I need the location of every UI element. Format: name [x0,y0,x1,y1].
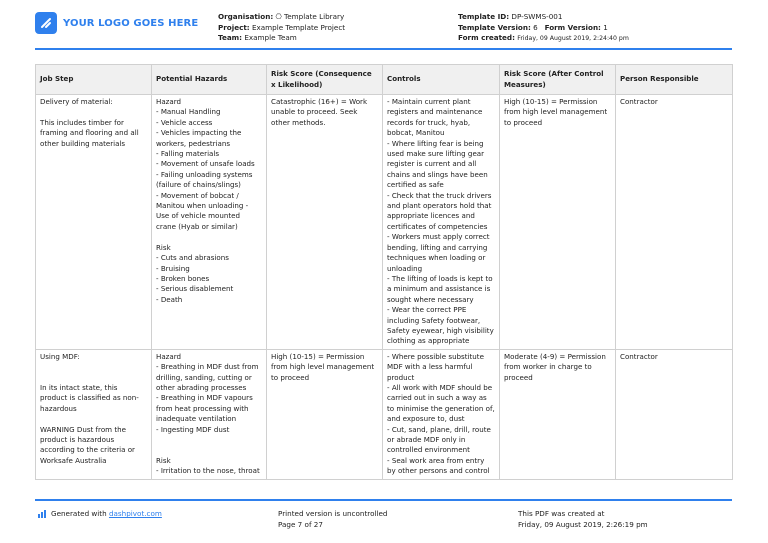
header-divider [35,48,732,50]
controls-cell: - Maintain current plant registers and maintenance records for truck, hyab, bobcat, Manitou - Where lifting fear is being used make sure lifting gear register is current and all chains and slings have been certified as safe - Check that the truck drivers and plant operators hold that appropriate licences and certificates of competencies - Workers must apply correct bending, lifting and carrying techniques when loading or unloading - The lifting of loads is kept to a minimum and assistance is sought where necessary - Wear the correct PPE including Safety footwear, Safety eyewear, high visibility clothing as appropriate [383,95,500,350]
footer-generated: Generated with dashpivot.com [38,509,162,520]
project-value: Example Template Project [251,22,346,32]
risk-score-cell: Catastrophic (16+) = Work unable to proceed. Seek other methods. [267,95,383,350]
team-value: Example Team [244,33,297,42]
person-cell: Contractor [616,95,733,350]
hazards-cell: Hazard - Manual Handling - Vehicle access - Vehicles impacting the workers, pedestrians - Falling materials - Movement of unsafe loads - Failing unloading systems (failure of chains/slings) - Movement of bobcat / Manitou when unloading - Use of vehicle mounted crane (Hyab or similar) Risk - Cuts and abrasions - Bruising - Broken bones - Serious disablement - Death [152,95,267,350]
hazards-cell: Hazard - Breathing in MDF dust from drilling, sanding, cutting or other abrading processes - Breathing in MDF vapours from heat processing with inadequate ventilation - Ingesting MDF dust Risk - Irritation to the nose, throat [152,349,267,479]
col-person-responsible: Person Responsible [616,65,733,95]
job-step-cell: Delivery of material: This includes timber for framing and flooring and all other building materials [36,95,152,350]
printed-notice: Printed version is uncontrolled [278,509,388,518]
footer-created: This PDF was created at Friday, 09 August 2019, 2:26:19 pm [518,509,648,529]
controls-cell: - Where possible substitute MDF with a less harmful product - All work with MDF should be carried out in such a way as to minimise the generation of, and exposure to, dust - Cut, sand, plane, drill, route or abrade MDF only in controlled environment - Seal work area from entry by other persons and control [383,349,500,479]
swms-table [35,64,733,480]
footer-divider [35,499,732,501]
table-header-row [36,65,733,95]
form-version: 1 [603,22,608,32]
template-version: 6 [533,22,538,32]
template-id: DP-SWMS-001 [511,12,563,21]
page-number: Page 7 of 27 [278,519,323,529]
footer-page-info [278,509,387,530]
pdf-created-date: Friday, 09 August 2019, 2:26:19 pm [518,519,648,529]
logo-icon [35,12,57,34]
risk-after-cell: High (10-15) = Permission from high level management to proceed [500,95,616,350]
col-potential-hazards: Potential Hazards [152,65,267,95]
organisation-value: ⎔ Template Library [275,12,345,21]
organisation-info: Organisation: ⎔ Template Library Project: Example Template Project Team: Example Team [218,12,346,42]
logo-text: YOUR LOGO GOES HERE [63,17,199,29]
col-risk-after: Risk Score (After Control Measures) [500,65,616,95]
table-row [36,95,733,350]
page-header [0,0,768,48]
col-job-step: Job Step [36,65,152,95]
table-row [36,349,733,479]
col-risk-score: Risk Score (Consequence x Likelihood) [267,65,383,95]
form-created: Friday, 09 August 2019, 2:24:40 pm [517,35,629,42]
person-cell: Contractor [616,349,733,479]
job-step-cell: Using MDF: In its intact state, this product is classified as non-hazardous WARNING Dust from the product is hazardous according to the criteria or Worksafe Australia [36,349,152,479]
dashpivot-link[interactable]: dashpivot.com [108,509,162,518]
dashpivot-icon [38,510,47,518]
logo [35,12,198,34]
risk-after-cell: Moderate (4-9) = Permission from worker in charge to proceed [500,349,616,479]
template-info: Template ID: DP-SWMS-001 Template Version: 6 Form Version: 1 Form created: Friday, 09 August 2019, 2:24:40 pm [458,12,629,42]
col-controls: Controls [383,65,500,95]
risk-score-cell: High (10-15) = Permission from high level management to proceed [267,349,383,479]
